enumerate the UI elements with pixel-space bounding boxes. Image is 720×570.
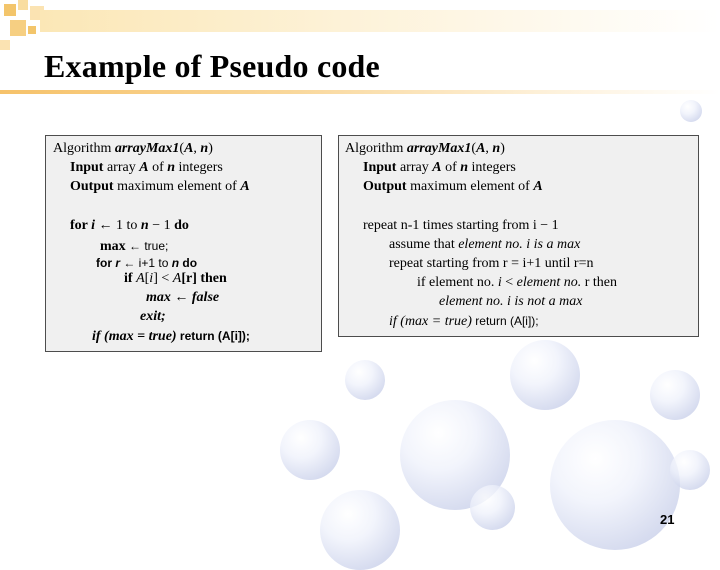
var-i: i <box>497 275 502 290</box>
if-line <box>124 271 227 287</box>
page-title: Example of Pseudo code <box>44 48 380 84</box>
keyword-input: Input <box>70 160 104 175</box>
text: of <box>441 160 461 175</box>
text: ← true; <box>125 239 169 253</box>
text: is not a max <box>510 294 583 309</box>
text: maximum element of <box>113 179 241 194</box>
text: ← 1 to <box>95 218 141 233</box>
text: return (A[i]); <box>176 329 250 343</box>
param-a: A <box>184 141 194 156</box>
text: repeat n-1 times starting from i − 1 <box>363 218 559 233</box>
return-statement: return (A[i]); <box>471 314 539 328</box>
paren: ) <box>208 141 213 156</box>
text: r then <box>581 275 617 290</box>
text: integers <box>468 160 516 175</box>
text: [ <box>144 271 150 286</box>
input-line <box>70 160 223 176</box>
max-false-line <box>146 290 219 306</box>
comma: , <box>485 141 493 156</box>
text: element no. <box>516 275 582 290</box>
text: of <box>148 160 168 175</box>
condition: if (max = true) <box>92 329 177 344</box>
keyword-input: Input <box>363 160 397 175</box>
var-n: n <box>171 256 180 270</box>
paren: ( <box>471 141 477 156</box>
keyword-for: for <box>96 256 116 270</box>
algorithm-header <box>53 141 213 157</box>
pseudocode-box-left <box>45 135 322 352</box>
input-line <box>363 160 516 176</box>
var-a: A <box>139 160 149 175</box>
text: ← i+1 to <box>120 256 172 270</box>
text: assume that <box>389 237 459 252</box>
var-a: A <box>432 160 442 175</box>
keyword-algorithm: Algorithm <box>53 141 115 156</box>
keyword-do: do <box>174 218 189 233</box>
max-assign-line <box>100 238 168 255</box>
keyword-output: Output <box>363 179 407 194</box>
return-line <box>389 313 539 330</box>
text: maximum element of <box>406 179 534 194</box>
comma: , <box>193 141 201 156</box>
page-number: 21 <box>660 512 675 527</box>
if-line <box>417 275 617 291</box>
var-max: max <box>100 239 126 254</box>
assume-line <box>389 237 580 253</box>
algorithm-name: arrayMax1 <box>406 141 472 156</box>
return-line <box>92 328 250 345</box>
var-n: n <box>167 160 176 175</box>
var-a: A <box>172 271 182 286</box>
header-band <box>40 10 720 32</box>
text: − 1 <box>148 218 175 233</box>
param-n: n <box>200 141 209 156</box>
keyword-output: Output <box>70 179 114 194</box>
keyword-algorithm: Algorithm <box>345 141 407 156</box>
text: array <box>396 160 433 175</box>
inner-repeat-line <box>389 256 593 272</box>
var-a: A <box>136 271 145 286</box>
exit-line <box>140 309 166 325</box>
text: < <box>501 275 517 290</box>
text: integers <box>175 160 223 175</box>
algorithm-header <box>345 141 505 157</box>
keyword-do: do <box>179 256 198 270</box>
text: is a max <box>530 237 581 252</box>
var-a: A <box>240 179 250 194</box>
algorithm-name: arrayMax1 <box>114 141 180 156</box>
var-a: A <box>533 179 543 194</box>
text: ] < <box>153 271 173 286</box>
text: array <box>103 160 140 175</box>
var-n: n <box>460 160 469 175</box>
text: if element no. <box>417 275 498 290</box>
title-underline <box>0 90 720 94</box>
param-a: A <box>476 141 486 156</box>
output-line <box>363 179 543 195</box>
var-r: r <box>115 256 121 270</box>
keyword-for: for <box>70 218 92 233</box>
condition: if (max = true) <box>389 314 472 329</box>
var-n: n <box>140 218 149 233</box>
text: [r] then <box>181 271 227 286</box>
for-loop-line <box>70 218 189 234</box>
paren: ( <box>179 141 185 156</box>
inner-for-line <box>96 255 197 271</box>
text: exit; <box>140 309 166 324</box>
text: element no. i <box>439 294 511 309</box>
text: max ← false <box>146 290 220 305</box>
not-max-line <box>439 294 582 310</box>
var-i: i <box>91 218 96 233</box>
var-i: i <box>149 271 154 286</box>
keyword-if: if <box>124 271 137 286</box>
output-line <box>70 179 250 195</box>
text: repeat starting from r = i+1 until r=n <box>389 256 594 271</box>
text: element no. i <box>458 237 531 252</box>
pseudocode-box-right <box>338 135 699 337</box>
repeat-line <box>363 218 559 234</box>
param-n: n <box>492 141 501 156</box>
return-statement <box>177 329 250 343</box>
paren: ) <box>500 141 505 156</box>
